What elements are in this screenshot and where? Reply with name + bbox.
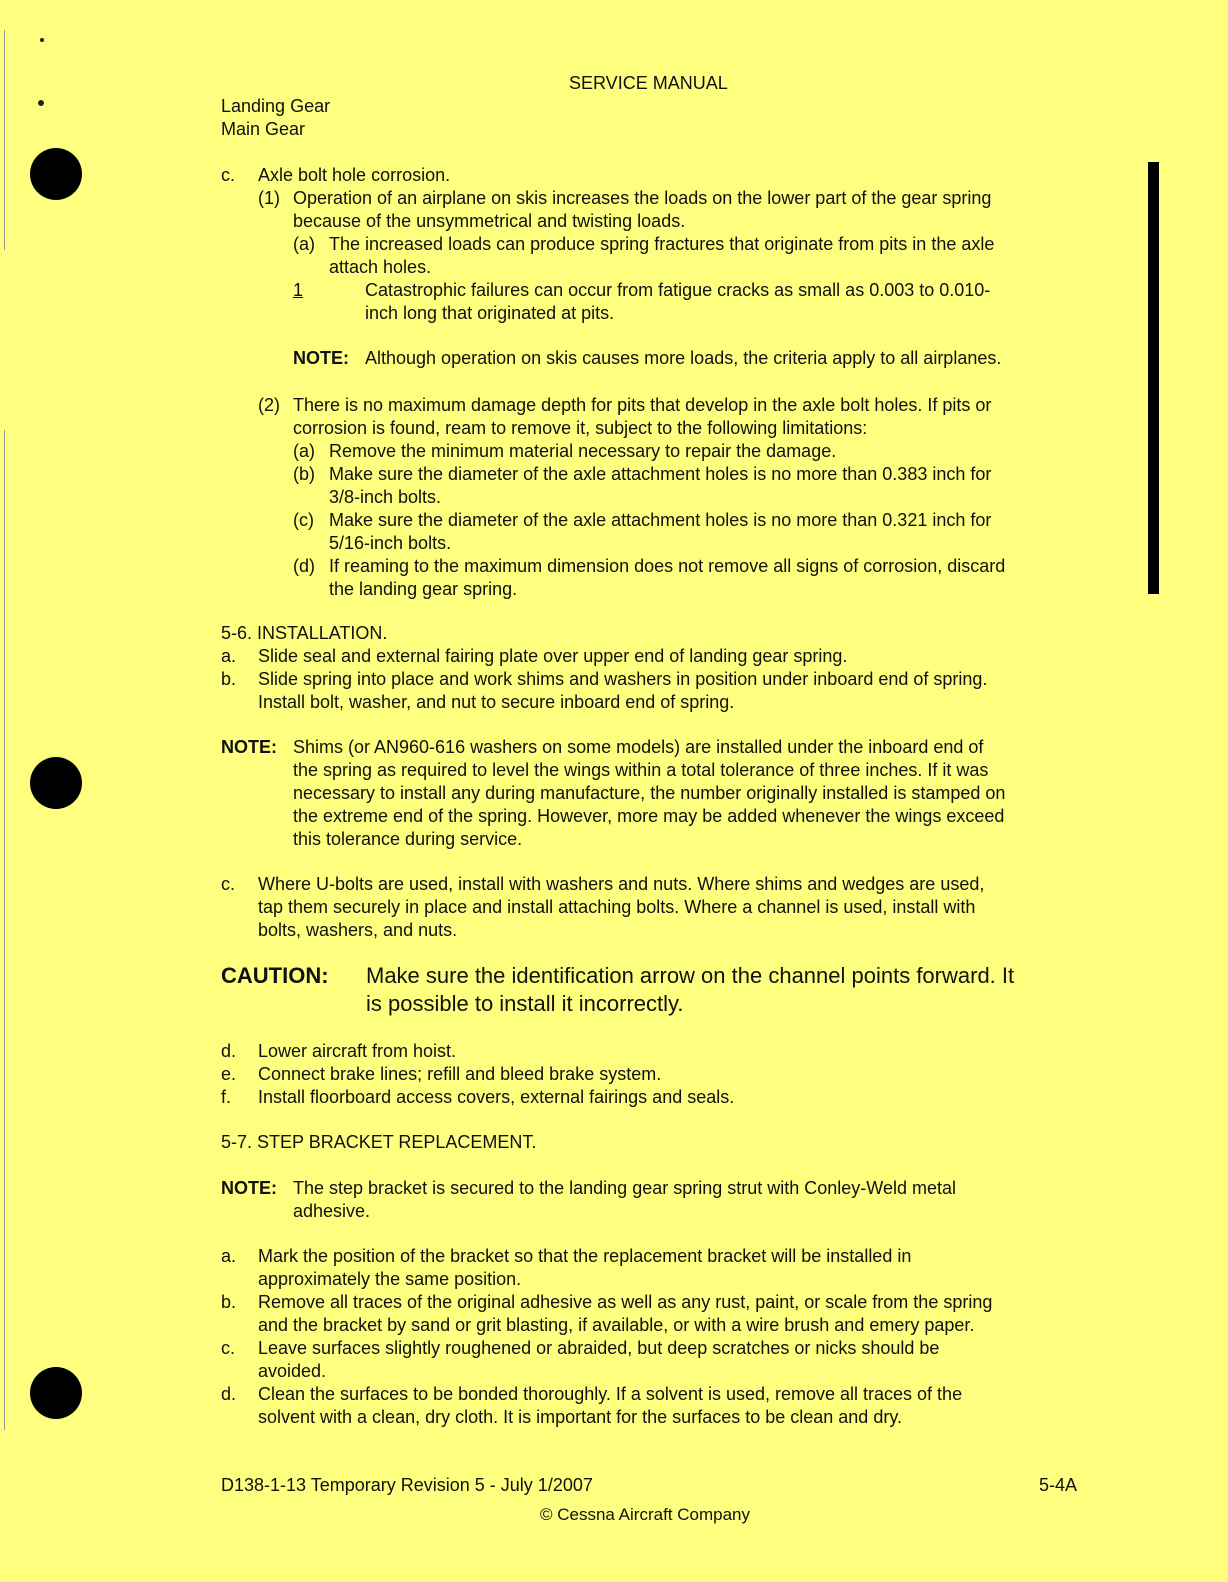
item-text-line: the landing gear spring.	[329, 579, 518, 599]
item-text-line: There is no maximum damage depth for pits that develop in the axle bolt holes. If pits or	[293, 395, 992, 415]
dot-mark	[40, 38, 44, 42]
note-label: NOTE:	[293, 348, 349, 368]
item-text-line: The increased loads can produce spring fractures that originate from pits in the axle	[329, 234, 995, 254]
note-text-line: the extreme end of the spring. However, more may be added whenever the wings exceed	[293, 806, 1005, 826]
note-label: NOTE:	[221, 737, 277, 757]
item-label: (1)	[258, 188, 280, 208]
binder-hole	[30, 757, 82, 809]
item-text-line: Slide spring into place and work shims and washers in position under inboard end of spring.	[258, 669, 988, 689]
item-text-line: because of the unsymmetrical and twisting loads.	[293, 211, 686, 231]
item-text-line: Remove all traces of the original adhesive as well as any rust, paint, or scale from the spring	[258, 1292, 993, 1312]
item-text-line: Install bolt, washer, and nut to secure inboard end of spring.	[258, 692, 735, 712]
footer-page-number: 5-4A	[1039, 1475, 1078, 1495]
item-text-line: approximately the same position.	[258, 1269, 522, 1289]
subsection-title: Main Gear	[221, 119, 306, 139]
caution-text-line: is possible to install it incorrectly.	[366, 991, 684, 1016]
note-text-line: the spring as required to level the wings within a total tolerance of three inches. If it was	[293, 760, 989, 780]
item-text-line: Make sure the diameter of the axle attachment holes is no more than 0.321 inch for	[329, 510, 992, 530]
item-label: (2)	[258, 395, 280, 415]
section-heading: 5-7. STEP BRACKET REPLACEMENT.	[221, 1132, 537, 1152]
item-label: d.	[221, 1041, 237, 1061]
note-text-line: necessary to install any during manufacture, the number originally installed is stamped on	[293, 783, 1006, 803]
note-text-line: The step bracket is secured to the landing gear spring strut with Conley-Weld metal	[293, 1178, 956, 1198]
section-title: Landing Gear	[221, 96, 331, 116]
item-text: Lower aircraft from hoist.	[258, 1041, 457, 1061]
binder-hole	[30, 148, 82, 200]
item-text-line: tap them securely in place and install attaching bolts. Where a channel is used, install with	[258, 897, 976, 917]
item-text-line: attach holes.	[329, 257, 432, 277]
item-label: c.	[221, 1338, 236, 1358]
item-label: (c)	[293, 510, 314, 530]
item-label: a.	[221, 646, 237, 666]
note-text-line: adhesive.	[293, 1201, 371, 1221]
item-label: b.	[221, 669, 237, 689]
item-label: e.	[221, 1064, 237, 1084]
item-label: f.	[221, 1087, 232, 1107]
item-text-line: corrosion is found, ream to remove it, subject to the following limitations:	[293, 418, 868, 438]
item-text-line: inch long that originated at pits.	[365, 303, 615, 323]
item-label: c.	[221, 165, 236, 185]
item-text-line: avoided.	[258, 1361, 327, 1381]
item-label: b.	[221, 1292, 237, 1312]
item-text: Slide seal and external fairing plate over upper end of landing gear spring.	[258, 646, 848, 666]
note-text: Although operation on skis causes more loads, the criteria apply to all airplanes.	[365, 348, 1002, 368]
caution-label: CAUTION:	[221, 963, 329, 988]
item-text-line: bolts, washers, and nuts.	[258, 920, 458, 940]
item-text-line: Leave surfaces slightly roughened or abraided, but deep scratches or nicks should be	[258, 1338, 940, 1358]
item-label: (a)	[293, 441, 315, 461]
item-text-line: and the bracket by sand or grit blasting, if available, or with a wire brush and emery paper.	[258, 1315, 975, 1335]
item-text-line: Clean the surfaces to be bonded thoroughly. If a solvent is used, remove all traces of the	[258, 1384, 963, 1404]
item-text-line: Catastrophic failures can occur from fatigue cracks as small as 0.003 to 0.010-	[365, 280, 991, 300]
item-text-line: 3/8-inch bolts.	[329, 487, 442, 507]
item-label: (b)	[293, 464, 315, 484]
item-label: (a)	[293, 234, 315, 254]
item-text-line: Where U-bolts are used, install with washers and nuts. Where shims and wedges are used,	[258, 874, 985, 894]
page-edge-line	[4, 430, 5, 1430]
item-label: a.	[221, 1246, 237, 1266]
item-text-line: Remove the minimum material necessary to repair the damage.	[329, 441, 837, 461]
item-label: d.	[221, 1384, 237, 1404]
item-text-line: Mark the position of the bracket so that the replacement bracket will be installed in	[258, 1246, 912, 1266]
caution-text-line: Make sure the identification arrow on the channel points forward. It	[366, 963, 1015, 988]
item-text-line: Operation of an airplane on skis increases the loads on the lower part of the gear spring	[293, 188, 992, 208]
item-text-line: Make sure the diameter of the axle attachment holes is no more than 0.383 inch for	[329, 464, 992, 484]
change-bar	[1148, 162, 1159, 594]
footer-copyright: © Cessna Aircraft Company	[540, 1505, 750, 1524]
item-text: Install floorboard access covers, external fairings and seals.	[258, 1087, 735, 1107]
item-text-line: If reaming to the maximum dimension does not remove all signs of corrosion, discard	[329, 556, 1006, 576]
note-text-line: Shims (or AN960-616 washers on some models) are installed under the inboard end of	[293, 737, 984, 757]
note-label: NOTE:	[221, 1178, 277, 1198]
item-label: c.	[221, 874, 236, 894]
item-label: (d)	[293, 556, 315, 576]
item-text-line: solvent with a clean, dry cloth. It is important for the surfaces to be clean and dry.	[258, 1407, 902, 1427]
dot-mark	[38, 100, 44, 106]
section-heading: 5-6. INSTALLATION.	[221, 623, 388, 643]
item-text: Connect brake lines; refill and bleed brake system.	[258, 1064, 662, 1084]
binder-hole	[30, 1367, 82, 1419]
item-text-line: 5/16-inch bolts.	[329, 533, 452, 553]
footer-revision: D138-1-13 Temporary Revision 5 - July 1/2007	[221, 1475, 593, 1495]
page-edge-line	[4, 30, 5, 250]
note-text-line: this tolerance during service.	[293, 829, 523, 849]
item-label: 1	[293, 280, 304, 300]
page-title: SERVICE MANUAL	[569, 73, 728, 93]
item-text: Axle bolt hole corrosion.	[258, 165, 451, 185]
